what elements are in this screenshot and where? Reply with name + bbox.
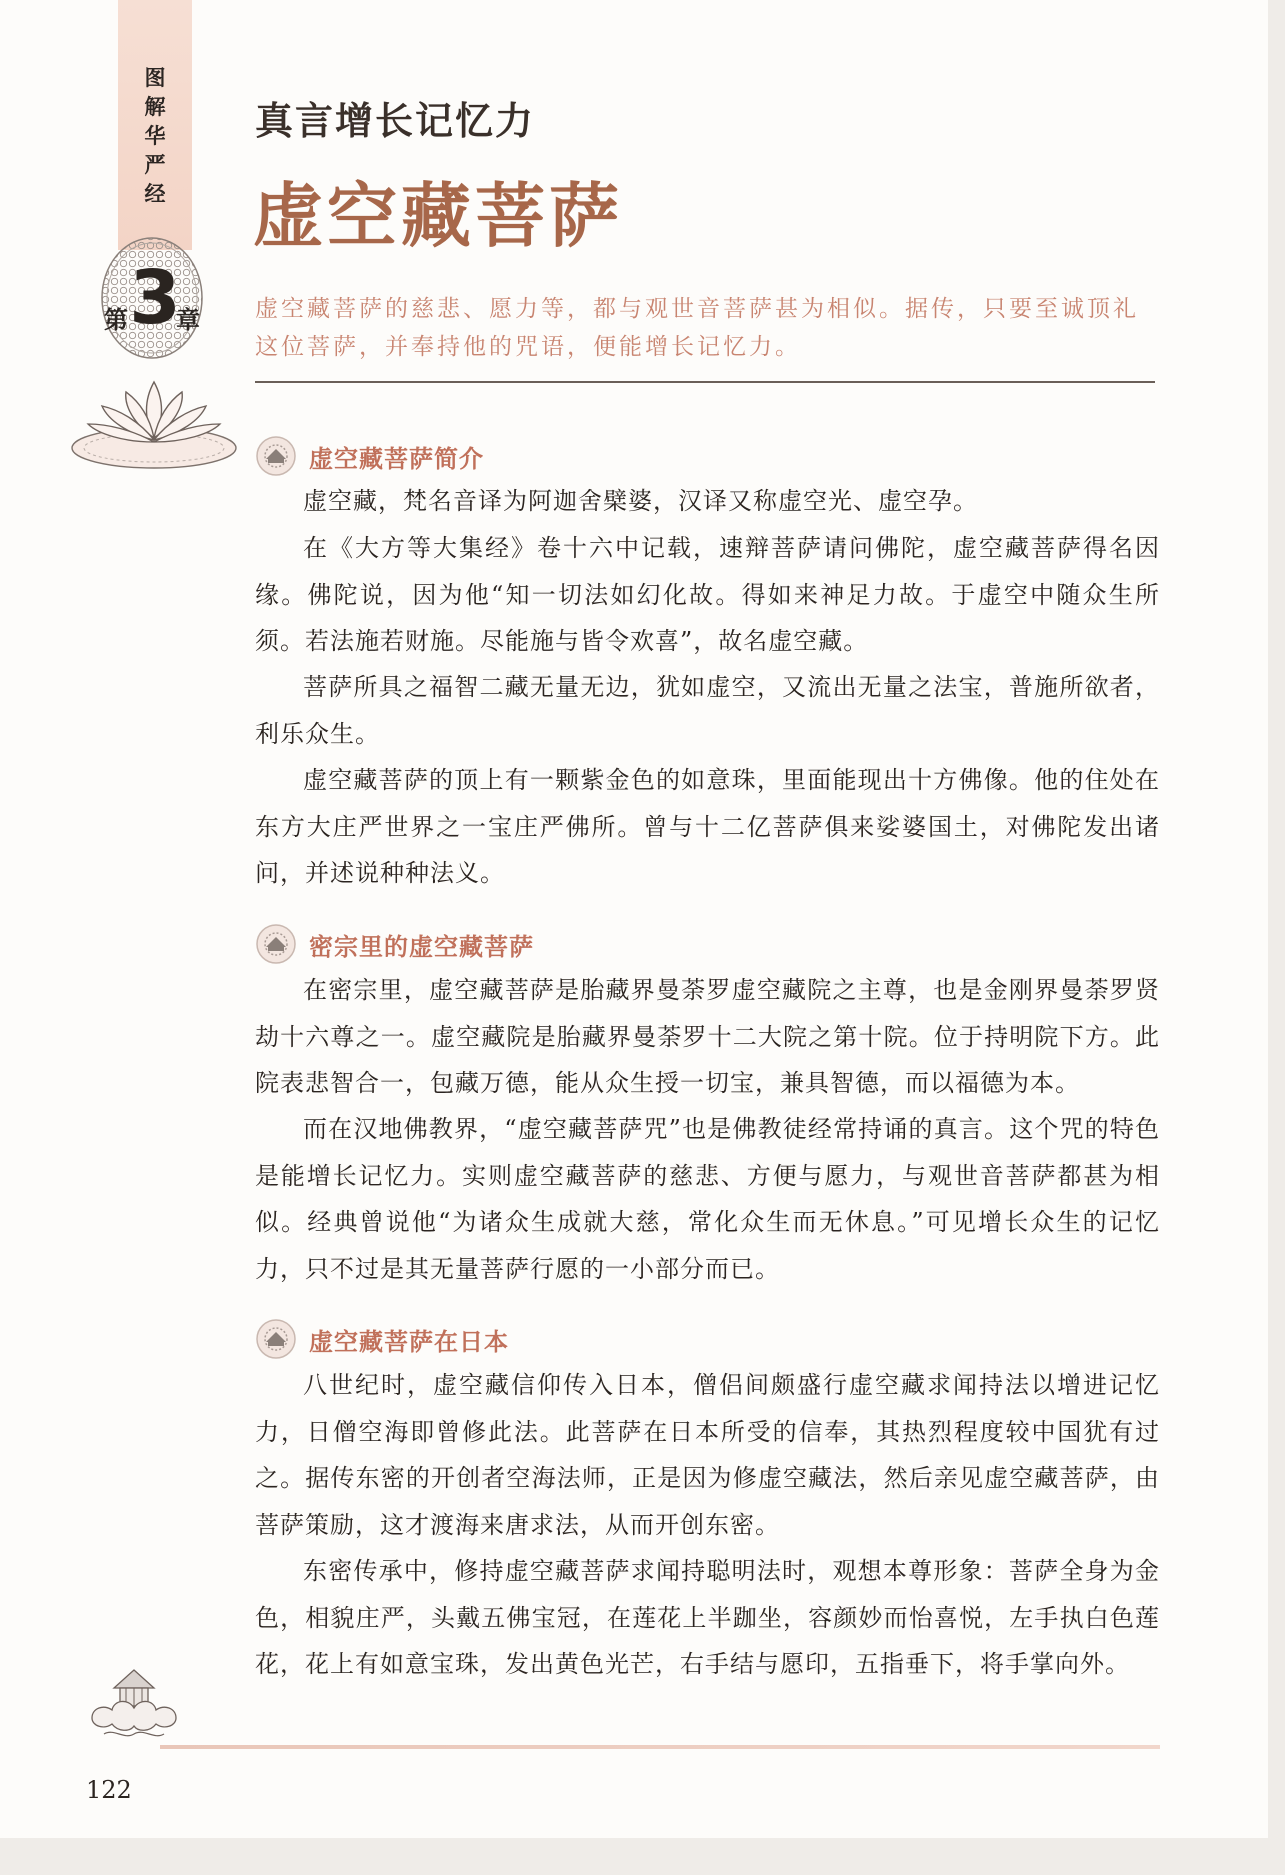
cloud-pavilion-icon — [84, 1648, 184, 1748]
section-heading — [255, 922, 534, 966]
section-heading — [255, 434, 484, 478]
paragraph: 菩萨所具之福智二藏无量无边，犹如虚空，又流出无量之法宝，普施所欲者，利乐众生。 — [255, 673, 1160, 748]
book-title — [138, 64, 172, 209]
section-title: 密宗里的虚空藏菩萨 — [309, 932, 534, 961]
chapter-prefix: 第 — [104, 306, 128, 334]
dharma-wheel-icon — [255, 435, 297, 477]
footer-divider — [160, 1745, 1160, 1749]
intro-text: 虚空藏菩萨的慈悲、愿力等，都与观世音菩萨甚为相似。据传，只要至诚顶礼这位菩萨，并奉持他的咒语，便能增长记忆力。 — [255, 296, 1139, 360]
section-title: 虚空藏菩萨在日本 — [309, 1327, 509, 1356]
page-title: 虚空藏菩萨 — [253, 174, 623, 257]
paragraph: 东密传承中，修持虚空藏菩萨求闻持聪明法时，观想本尊形象：菩萨全身为金色，相貌庄严，头戴五佛宝冠，在莲花上半跏坐，容颜妙而怡喜悦，左手执白色莲花，花上有如意宝珠，发出黄色光芒，右手结与愿印，五指垂下，将手掌向外。 — [255, 1557, 1160, 1678]
book-title-char: 经 — [144, 182, 166, 206]
book-title-char: 严 — [144, 153, 166, 177]
paragraph: 而在汉地佛教界，“虚空藏菩萨咒”也是佛教徒经常持诵的真言。这个咒的特色是能增长记忆力。实则虚空藏菩萨的慈悲、方便与愿力，与观世音菩萨都甚为相似。经典曾说他“为诸众生成就大慈，常化众生而无休息。”可见增长众生的记忆力，只不过是其无量菩萨行愿的一小部分而已。 — [255, 1115, 1160, 1283]
section-heading — [255, 1317, 509, 1361]
paragraph: 八世纪时，虚空藏信仰传入日本，僧侣间颇盛行虚空藏求闻持法以增进记忆力，日僧空海即曾修此法。此菩萨在日本所受的信奉，其热烈程度较中国犹有过之。据传东密的开创者空海法师，正是因为修虚空藏法，然后亲见虚空藏菩萨，由菩萨策励，这才渡海来唐求法，从而开创东密。 — [255, 1371, 1160, 1539]
dharma-wheel-icon — [255, 1318, 297, 1360]
paragraph: 虚空藏，梵名音译为阿迦舍檗婆，汉译又称虚空光、虚空孕。 — [303, 487, 978, 515]
title-divider — [255, 381, 1155, 383]
paragraph: 在密宗里，虚空藏菩萨是胎藏界曼荼罗虚空藏院之主尊，也是金刚界曼荼罗贤劫十六尊之一。虚空藏院是胎藏界曼荼罗十二大院之第十院。位于持明院下方。此院表悲智合一，包藏万德，能从众生授一切宝，兼具智德，而以福德为本。 — [255, 976, 1160, 1097]
page-number: 122 — [86, 1776, 132, 1804]
chapter-suffix: 章 — [176, 306, 200, 334]
book-title-char: 解 — [144, 95, 166, 119]
dharma-wheel-icon — [255, 923, 297, 965]
book-title-char: 图 — [144, 66, 166, 90]
paragraph: 虚空藏菩萨的顶上有一颗紫金色的如意珠，里面能现出十方佛像。他的住处在东方大庄严世界之一宝庄严佛所。曾与十二亿菩萨俱来娑婆国土，对佛陀发出诸问，并述说种种法义。 — [255, 766, 1160, 887]
page-subtitle: 真言增长记忆力 — [255, 98, 536, 143]
scan-edge — [0, 1838, 1285, 1875]
book-title-char: 华 — [144, 124, 166, 148]
lotus-icon — [68, 372, 240, 472]
paragraph: 在《大方等大集经》卷十六中记载，速辩菩萨请问佛陀，虚空藏菩萨得名因缘。佛陀说，因为他“知一切法如幻化故。得如来神足力故。于虚空中随众生所须。若法施若财施。尽能施与皆令欢喜”，故名虚空藏。 — [255, 534, 1160, 655]
scan-edge — [1268, 0, 1285, 1875]
section-title: 虚空藏菩萨简介 — [309, 444, 484, 473]
chapter-number: 3 — [129, 255, 181, 341]
